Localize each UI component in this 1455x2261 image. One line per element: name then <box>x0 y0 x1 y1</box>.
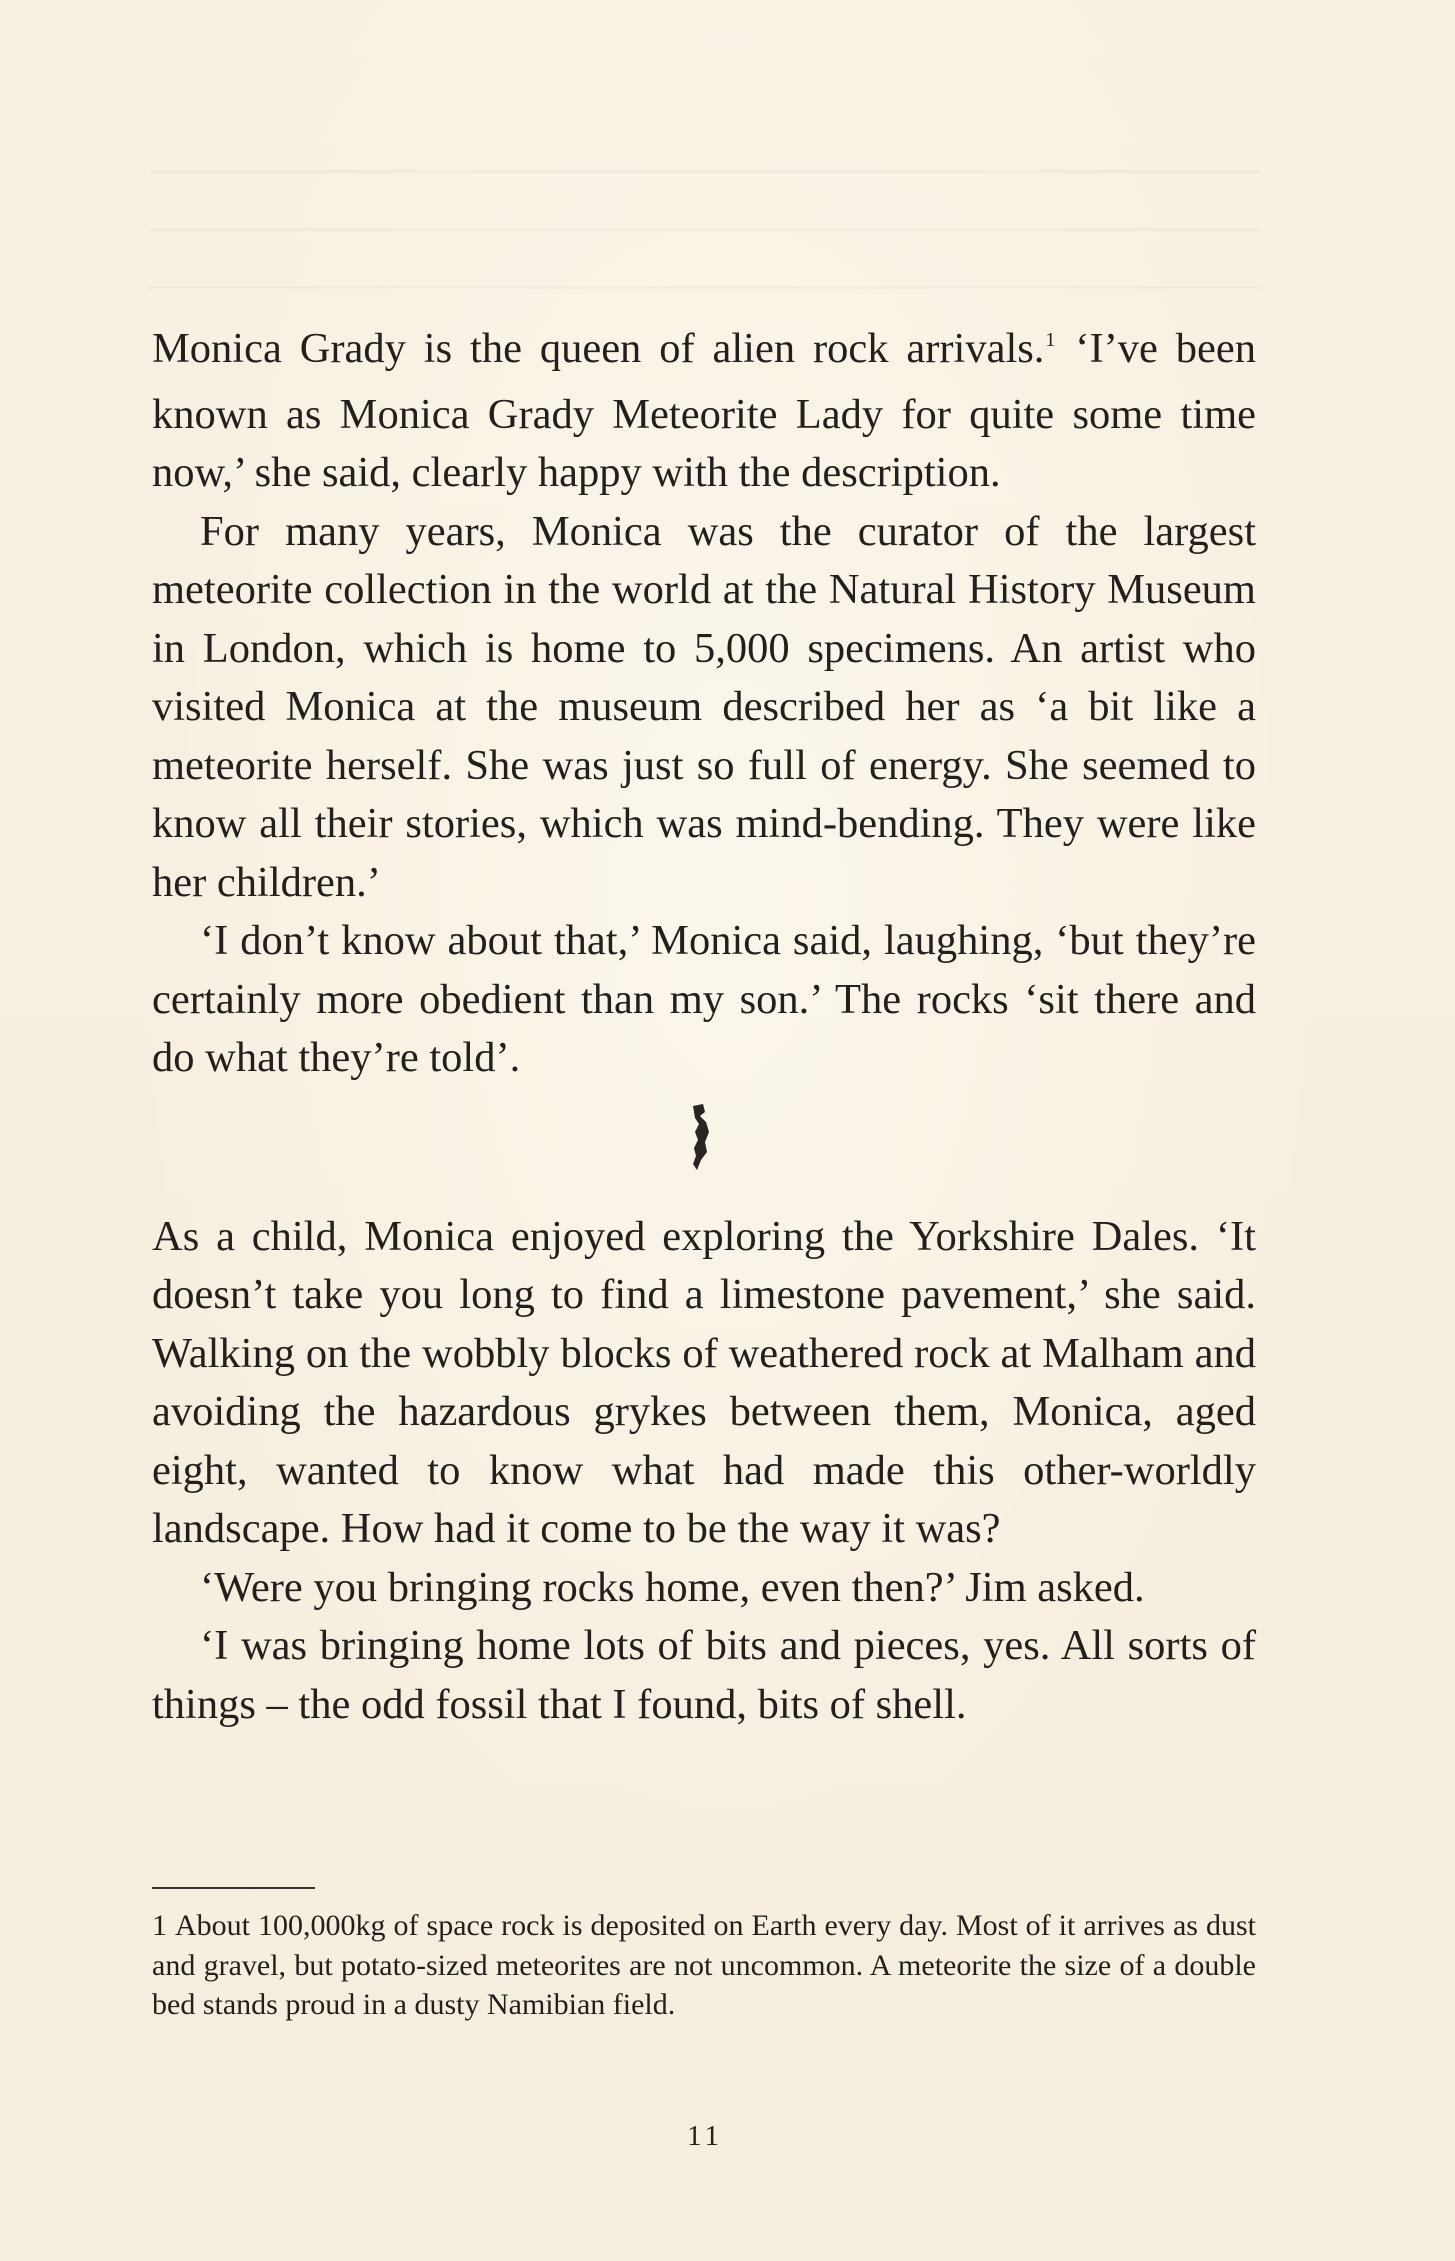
section-break <box>152 1088 1256 1208</box>
footnote-text: About 100,000kg of space rock is deposited on Earth every day. Most of it arrives as dust and gravel, but potato-sized meteorites are not uncommon. A meteorite the size of a double bed stands proud in a dusty Namibian field. <box>152 1909 1256 2021</box>
show-through-line <box>150 170 1260 173</box>
paragraph-1-text-before: Monica Grady is the queen of alien rock arrivals. <box>152 325 1045 372</box>
paragraph-3: ‘I don’t know about that,’ Monica said, laughing, ‘but they’re certainly more obedient than my son.’ The rocks ‘sit there and do what they’re told’. <box>152 917 1256 1081</box>
paragraph-5: ‘Were you bringing rocks home, even then?’ Jim asked. <box>200 1563 1145 1611</box>
paragraph-6: ‘I was bringing home lots of bits and pieces, yes. All sorts of things – the odd fossil that I found, bits of shell. <box>152 1622 1256 1728</box>
page-number: 11 <box>687 2120 723 2152</box>
footnote <box>152 1906 1256 2025</box>
footnote-marker: 1 <box>152 1909 167 1942</box>
rock-ornament-icon <box>685 1102 715 1172</box>
paragraph-1 <box>152 320 1256 503</box>
paragraph-4: As a child, Monica enjoyed exploring the Yorkshire Dales. ‘It doesn’t take you long to find a limestone pavement,’ she said. Walking on the wobbly blocks of weathered rock at Malham and avoiding the hazardous grykes between them, Monica, aged eight, wanted to know what had made this other-worldly landscape. How had it come to be the way it was? <box>152 1212 1256 1552</box>
paragraph-1-text-after: ‘I’ve been known as Monica Grady Meteorite Lady for quite some time now,’ she said, clearly happy with the description. <box>152 325 1256 496</box>
show-through-line <box>150 228 1260 231</box>
footnote-reference: 1 <box>1045 329 1056 351</box>
show-through-line <box>150 286 1260 289</box>
footnote-rule <box>152 1887 315 1889</box>
body-text <box>152 320 1256 1734</box>
paragraph-2: For many years, Monica was the curator of the largest meteorite collection in the world at the Natural History Museum in London, which is home to 5,000 specimens. An artist who visited Monica at the museum described her as ‘a bit like a meteorite herself. She was just so full of energy. She seemed to know all their stories, which was mind-bending. They were like her children.’ <box>152 507 1256 906</box>
